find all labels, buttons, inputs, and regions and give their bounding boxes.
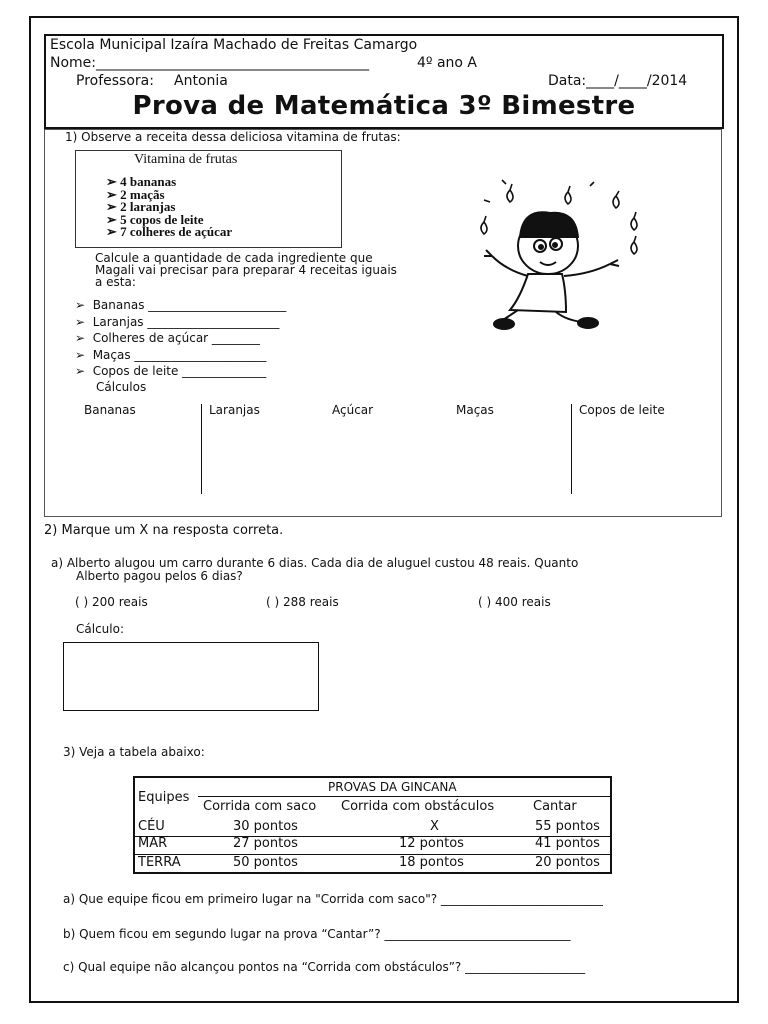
option-288-reais[interactable]: ( ) 288 reais xyxy=(266,595,339,609)
answer-macas[interactable]: ➢ Maças ______________________ xyxy=(75,347,267,362)
table-header-corrida-saco: Corrida com saco xyxy=(203,799,317,814)
calc-divider xyxy=(571,404,572,494)
student-name-field[interactable]: Nome:_______________________________________ xyxy=(50,55,370,71)
table-row-team: MAR xyxy=(138,836,168,851)
table-cell: 20 pontos xyxy=(535,855,600,870)
calc-column-acucar: Açúcar xyxy=(332,403,374,417)
question-2a-text: a) Alberto alugou um carro durante 6 dias. Cada dia de aluguel custou 48 reais. Quanto Alberto pagou pelos 6 dias? xyxy=(51,556,579,583)
table-header-corrida-obstaculos: Corrida com obstáculos xyxy=(341,799,495,814)
question-1-instruction: Calcule a quantidade de cada ingrediente que Magali vai precisar para preparar 4 receitas iguais a esta: xyxy=(95,251,397,289)
calculations-label: Cálculos xyxy=(96,380,147,394)
question-3a[interactable]: a) Que equipe ficou em primeiro lugar na "Corrida com saco"? ___________________________ xyxy=(63,892,603,906)
table-row-team: TERRA xyxy=(138,855,181,870)
question-3c[interactable]: c) Qual equipe não alcançou pontos na “Corrida com obstáculos”? ____________________ xyxy=(63,960,586,974)
table-title-rule xyxy=(198,796,610,797)
table-title: PROVAS DA GINCANA xyxy=(328,780,457,794)
recipe-item: ➢ 2 maçãs xyxy=(106,186,165,202)
table-cell: 18 pontos xyxy=(399,855,464,870)
recipe-item: ➢ 5 copos de leite xyxy=(106,211,204,227)
school-name: Escola Municipal Izaíra Machado de Freitas Camargo xyxy=(50,37,418,53)
question-3-heading: 3) Veja a tabela abaixo: xyxy=(63,745,205,759)
answer-list xyxy=(75,297,286,380)
answer-laranjas[interactable]: ➢ Laranjas ______________________ xyxy=(75,314,280,329)
table-row-team: CÉU xyxy=(138,819,165,834)
calculation-label: Cálculo: xyxy=(76,622,124,636)
question-2-heading: 2) Marque um X na resposta correta. xyxy=(44,523,284,538)
table-cell: X xyxy=(430,819,439,834)
gincana-table xyxy=(133,776,612,874)
table-corner-equipes: Equipes xyxy=(138,790,190,805)
table-cell: 41 pontos xyxy=(535,836,600,851)
recipe-item: ➢ 7 colheres de açúcar xyxy=(106,224,233,239)
table-cell: 50 pontos xyxy=(233,855,298,870)
page-title: Prova de Matemática 3º Bimestre xyxy=(132,91,636,121)
calc-divider xyxy=(201,404,202,494)
calc-column-bananas: Bananas xyxy=(84,403,136,417)
calc-column-laranjas: Laranjas xyxy=(209,403,260,417)
calculation-box[interactable] xyxy=(63,642,319,711)
calc-column-macas: Maças xyxy=(456,403,494,417)
table-cell: 27 pontos xyxy=(233,836,298,851)
recipe-item: ➢ 2 laranjas xyxy=(106,199,176,214)
option-200-reais[interactable]: ( ) 200 reais xyxy=(75,595,148,609)
table-cell: 12 pontos xyxy=(399,836,464,851)
answer-bananas[interactable]: ➢ Bananas _______________________ xyxy=(75,298,287,312)
grade-label: 4º ano A xyxy=(417,55,477,71)
option-400-reais[interactable]: ( ) 400 reais xyxy=(478,595,551,609)
answer-colheres-acucar[interactable]: ➢ Colheres de açúcar ________ xyxy=(75,331,260,346)
recipe-title: Vitamina de frutas xyxy=(134,152,238,167)
calc-column-copos-leite: Copos de leite xyxy=(579,403,665,417)
table-cell: 55 pontos xyxy=(535,819,600,834)
recipe-list xyxy=(106,176,232,239)
recipe-item: ➢ 4 bananas xyxy=(106,174,177,189)
answer-copos-leite[interactable]: ➢ Copos de leite ______________ xyxy=(75,364,267,379)
question-3b[interactable]: b) Quem ficou em segundo lugar na prova “Cantar”? _______________________________ xyxy=(63,927,571,941)
table-cell: 30 pontos xyxy=(233,819,298,834)
teacher-name: Antonia xyxy=(174,73,228,89)
recipe-box xyxy=(75,150,342,248)
date-field[interactable]: Data:____/____/2014 xyxy=(548,73,688,89)
question-1-text: 1) Observe a receita dessa deliciosa vitamina de frutas: xyxy=(65,130,401,144)
magali-juggling-illustration xyxy=(470,178,650,330)
table-header-cantar: Cantar xyxy=(533,799,577,814)
teacher-label: Professora: xyxy=(76,73,154,89)
